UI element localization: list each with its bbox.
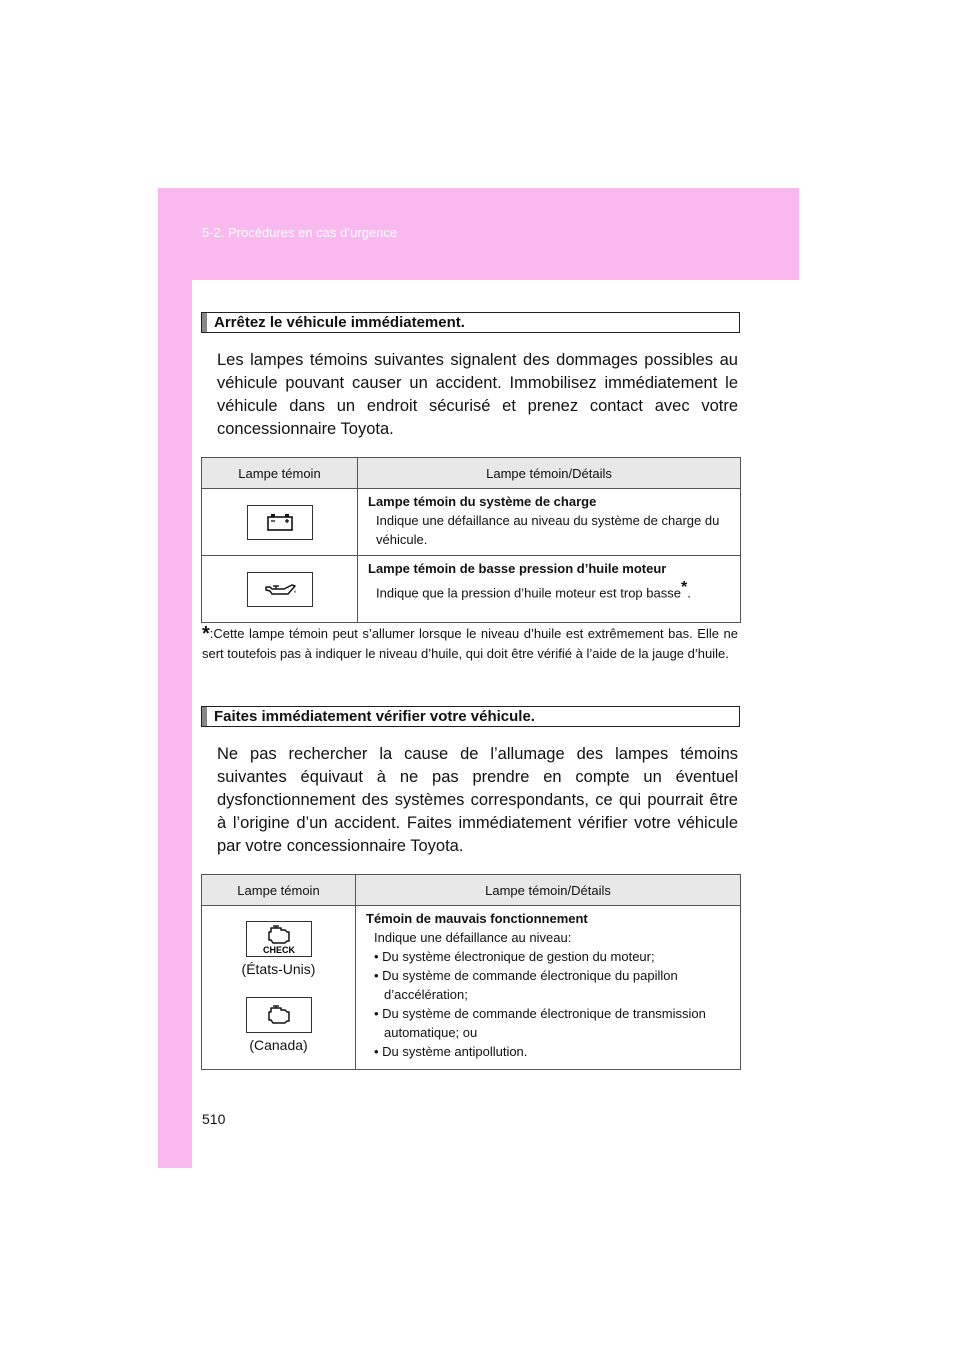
table-row	[202, 489, 741, 556]
footnote-mark: *	[680, 579, 688, 596]
side-band	[158, 280, 192, 1168]
lamp-desc-text: Indique que la pression d’huile moteur est trop basse	[376, 585, 681, 601]
lamp-desc: Indique une défaillance au niveau du système de charge du véhicule.	[376, 513, 720, 547]
table-row	[202, 906, 741, 1070]
section1-table	[201, 457, 741, 623]
page-number: 510	[202, 1111, 226, 1127]
table-row	[202, 556, 741, 623]
table-header-details: Lampe témoin/Détails	[358, 458, 741, 489]
lamp-desc-end: .	[687, 585, 691, 601]
section2-heading: Faites immédiatement vérifier votre véhicule.	[201, 706, 740, 727]
table-header-details: Lampe témoin/Détails	[356, 875, 741, 906]
section-header: 5-2. Procédures en cas d’urgence	[202, 225, 398, 240]
list-item: • Du système électronique de gestion du moteur;	[374, 949, 655, 964]
lamp-desc	[368, 578, 732, 602]
section2-body: Ne pas rechercher la cause de l’allumage des lampes témoins suivantes équivaut à ne pas prendre en compte un éventuel dysfonctionnement des systèmes correspondants, ce qui pourrait être à l’origine d’un accident. Faites immédiatement vérifier votre véhicule par votre concessionnaire Toyota.	[217, 745, 738, 855]
footnote-text: :Cette lampe témoin peut s’allumer lorsque le niveau d’huile est extrêmement bas. Elle ne sert toutefois pas à indiquer le niveau d’huile, qui doit être vérifié à l’aide de la jauge d’huile.	[202, 626, 738, 661]
lamp-title: Lampe témoin de basse pression d’huile moteur	[368, 561, 667, 576]
footnote	[202, 624, 738, 664]
lamp-title: Témoin de mauvais fonctionnement	[366, 911, 588, 926]
caption-canada: (Canada)	[249, 1036, 308, 1053]
table-header-lamp: Lampe témoin	[202, 458, 358, 489]
lamp-title: Lampe témoin du système de charge	[368, 494, 597, 509]
check-label: CHECK	[262, 944, 295, 955]
footnote-star: *	[202, 623, 210, 645]
lamp-desc: Indique une défaillance au niveau:	[374, 930, 572, 945]
list-item: • Du système antipollution.	[374, 1044, 528, 1059]
table-header-lamp: Lampe témoin	[202, 875, 356, 906]
section2-table	[201, 874, 741, 1070]
check-engine-icon	[246, 921, 312, 957]
engine-icon	[246, 997, 312, 1033]
section1-heading: Arrêtez le véhicule immédiatement.	[201, 312, 740, 333]
list-item: • Du système de commande électronique du papillon d’accélération;	[374, 968, 678, 1002]
list-item: • Du système de commande électronique de transmission automatique; ou	[374, 1006, 706, 1040]
battery-icon	[247, 505, 313, 540]
caption-us: (États-Unis)	[241, 960, 316, 977]
oil-can-icon	[247, 572, 313, 607]
section1-body: Les lampes témoins suivantes signalent des dommages possibles au véhicule pouvant causer un accident. Immobilisez immédiatement le véhicule dans un endroit sécurisé et prenez contact avec votre concessionnaire Toyota.	[217, 351, 738, 438]
